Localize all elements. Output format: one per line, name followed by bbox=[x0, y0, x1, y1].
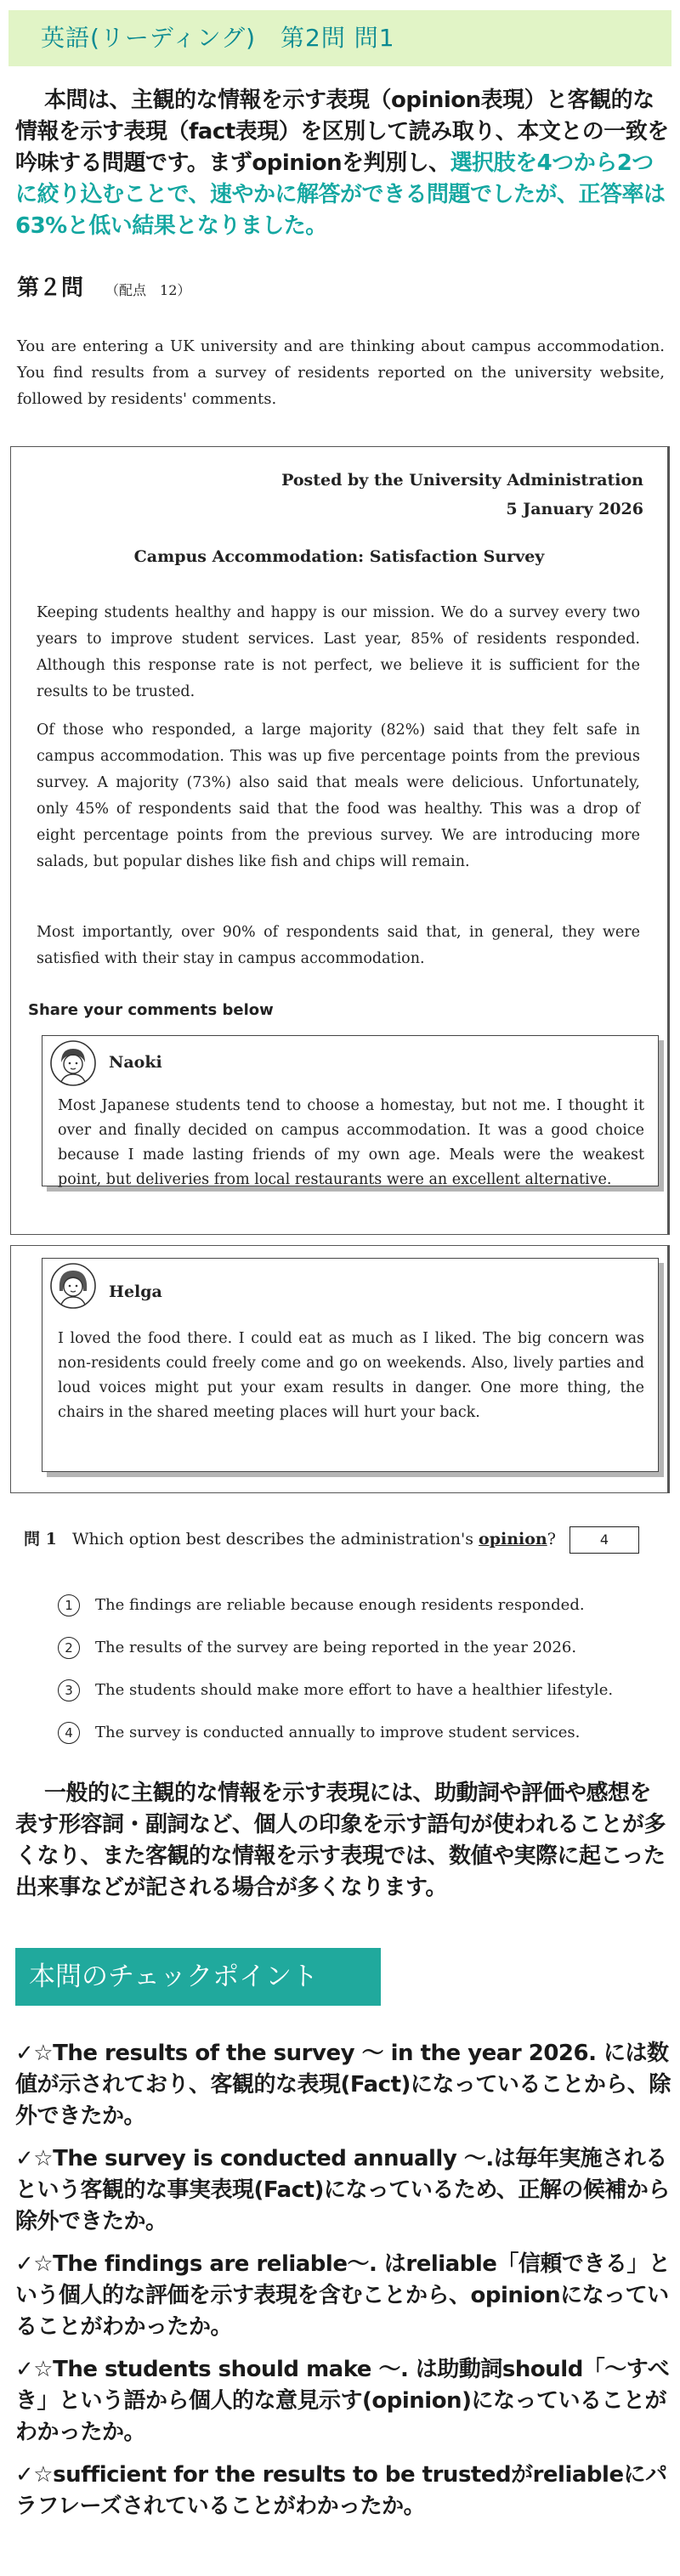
posted-date: 5 January 2026 bbox=[506, 500, 643, 518]
checkpoint-text: ✓☆The findings are reliable～. はreliable「信頼できる」という個人的な評価を示す表現を含むことから、opinionになっていることがわかったか。 bbox=[15, 2251, 671, 2340]
share-comments-label: Share your comments below bbox=[28, 1001, 274, 1019]
commenter-name: Naoki bbox=[109, 1053, 162, 1072]
intro-highlight: 選択肢を4つから2つに絞り込むことで、速やかに解答ができる問題でしたが、正答率は63%と低い結果となりました。 bbox=[15, 150, 666, 239]
checkpoint-text: ✓☆sufficient for the results to be trustedがreliableにパラフレーズされていることがわかったか。 bbox=[15, 2462, 667, 2519]
option-number: 4 bbox=[58, 1722, 80, 1744]
page-header bbox=[8, 10, 672, 66]
option-number: 1 bbox=[58, 1594, 80, 1616]
posted-info bbox=[281, 466, 643, 524]
posted-by: Posted by the University Administration bbox=[281, 471, 643, 490]
survey-title: Campus Accommodation: Satisfaction Survey bbox=[133, 547, 545, 566]
checkpoint-heading: 本問のチェックポイント bbox=[15, 1948, 381, 2006]
survey-paragraph-3: Most importantly, over 90% of respondents said that, in general, they were satisfied with their stay in campus accommodation. bbox=[37, 924, 640, 967]
survey-paragraph-2: Of those who responded, a large majority (82%) said that they felt safe in campus accommodation. This was up five percentage points from the previous survey. A majority (73%) also said that meals were delicious. Unfortunately, only 45% of respondents said that the food was healthy. This was a drop of eight percentage points from the previous survey. We are introducing more salads, but popular dishes like fish and chips will remain. bbox=[37, 722, 640, 870]
answer-options bbox=[58, 1591, 613, 1761]
comment-text: Most Japanese students tend to choose a homestay, but not me. I thought it over and finally decided on campus accommodation. It was a good choice because I made lasting friends of my own age. Meals were the weakest point, but deliveries from local restaurants were an excellent alternative. bbox=[58, 1097, 644, 1188]
option-text: The survey is conducted annually to improve student services. bbox=[95, 1724, 581, 1741]
avatar-girl-icon bbox=[49, 1262, 97, 1310]
question-heading bbox=[17, 270, 190, 302]
option-number: 2 bbox=[58, 1637, 80, 1659]
option-text: The results of the survey are being reported in the year 2026. bbox=[95, 1639, 577, 1656]
checkpoint-item-4 bbox=[15, 2354, 672, 2449]
general-explanation bbox=[15, 1778, 672, 1904]
option-3 bbox=[58, 1676, 613, 1718]
comment-text: I loved the food there. I could eat as much as I liked. The big concern was non-residents could freely come and go on weekends. Also, lively parties and loud voices might put your exam results in danger. One more thing, the chairs in the shared meeting places will hurt your back. bbox=[58, 1330, 644, 1421]
answer-box: 4 bbox=[570, 1526, 639, 1554]
checkpoint-item-2 bbox=[15, 2143, 672, 2238]
option-number: 3 bbox=[58, 1679, 80, 1701]
option-text: The students should make more effort to have a healthier lifestyle. bbox=[95, 1681, 614, 1699]
question-1-text: Which option best describes the administration's bbox=[71, 1530, 473, 1548]
survey-panel bbox=[10, 446, 670, 1235]
comment-panel-2 bbox=[10, 1245, 670, 1493]
commenter-name: Helga bbox=[109, 1282, 162, 1301]
option-1 bbox=[58, 1591, 613, 1633]
question-1-label: 問 1 bbox=[24, 1530, 57, 1548]
comment-naoki bbox=[42, 1035, 659, 1186]
question-label: 第２問 bbox=[17, 275, 84, 301]
checkpoint-item-3 bbox=[15, 2249, 672, 2343]
comment-helga bbox=[42, 1258, 659, 1472]
checkpoint-text: ✓☆The survey is conducted annually ～.は毎年実施されるという客観的な事実表現(Fact)になっているため、正解の候補から除外できたか。 bbox=[15, 2146, 670, 2234]
checkpoint-item-1 bbox=[15, 2038, 672, 2132]
page-title: 英語(リーディング) 第2問 問1 bbox=[41, 24, 395, 52]
general-text: 一般的に主観的な情報を示す表現には、助動詞や評価や感想を表す形容詞・副詞など、個人の印象を示す語句が使われることが多くなり、また客観的な情報を示す表現では、数値や実際に起こった出来事などが記される場合が多くなります。 bbox=[15, 1781, 666, 1900]
option-4 bbox=[58, 1718, 613, 1761]
checkpoint-text: ✓☆The results of the survey ～ in the year 2026. には数値が示されており、客観的な表現(Fact)になっていることから、除外できたか。 bbox=[15, 2041, 671, 2129]
question-lead: You are entering a UK university and are thinking about campus accommodation. You find results from a survey of residents reported on the university website, followed by residents' comments. bbox=[17, 337, 665, 408]
option-2 bbox=[58, 1633, 613, 1676]
checkpoint-item-5 bbox=[15, 2460, 672, 2522]
question-1-keyword: opinion bbox=[479, 1530, 547, 1548]
question-1-mark: ? bbox=[547, 1530, 556, 1548]
intro-text bbox=[15, 85, 672, 242]
option-text: The findings are reliable because enough residents responded. bbox=[95, 1596, 585, 1614]
checkpoint-text: ✓☆The students should make ～. は助動詞should「～すべき」という語から個人的な意見示す(opinion)になっていることがわかったか。 bbox=[15, 2357, 670, 2445]
intro-normal: 本問は、主観的な情報を示す表現（opinion表現）と客観的な情報を示す表現（fact表現）を区別して読み取り、本文との一致を吟味する問題です。まずopinionを判別し、 bbox=[15, 88, 669, 176]
survey-paragraph-1: Keeping students healthy and happy is our mission. We do a survey every two years to improve student services. Last year, 85% of residents responded. Although this response rate is not perfect, we believe it is sufficient for the results to be trusted. bbox=[37, 604, 640, 700]
question-1 bbox=[24, 1526, 639, 1554]
question-points: （配点 12） bbox=[105, 282, 191, 298]
avatar-boy-icon bbox=[49, 1039, 97, 1087]
